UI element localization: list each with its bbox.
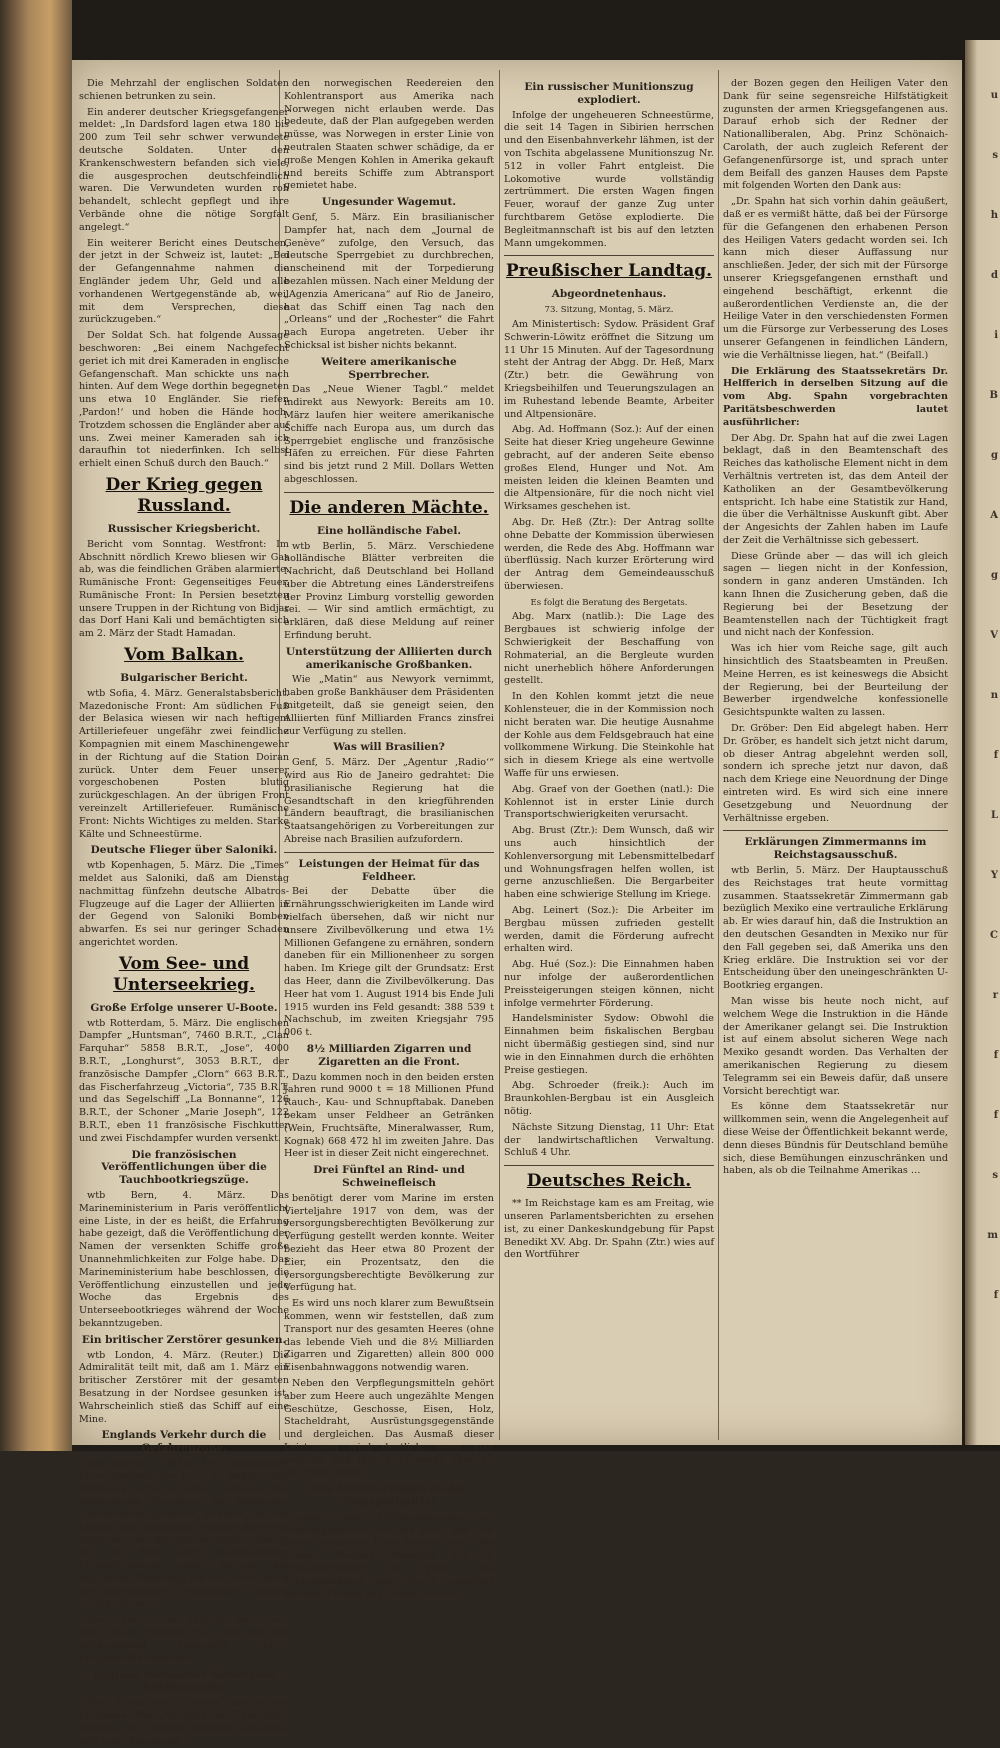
paragraph: wtb Kopenhagen, 5. März. Die „Times“ meldet aus Saloniki, daß am Dienstag nachmittag fünfzehn deutsche Albatros-Flugzeuge auf die Lager der Alliierten in der Gegend von Saloniki Bomben abwarfen. Es sei nur geringer Schaden angerichtet worden. <box>79 860 289 949</box>
facing-page-fragment: g <box>991 450 998 461</box>
paragraph: „Dr. Spahn hat sich vorhin dahin geäußert, daß er es vermißt hätte, daß bei der Fürsorge für die Gefangenen den erhabenen Person des Heiligen Vaters gedacht worden sei. Ich kann mich dieser Auffassung nur anschließen. Jeder, der sich mit der Fürsorge unserer Kriegsgefangenen ernsthaft und eingehend beschäftigt, erkennt die außerordentlichen Verdienste an, die der Heilige Vater in den verschiedensten Formen um die Fürsorge zur Verbesserung des Loses unserer Gefangenen in feindlichen Ländern, wie die Verhältnisse liegen, hat.“ (Beifall.) <box>723 196 948 361</box>
facing-page-fragment: u <box>990 90 998 101</box>
paragraph: Dr. Gröber: Den Eid abgelegt haben. Herr Dr. Gröber, es handelt sich jetzt nicht darum, ob dieser Antrag abgelehnt werden soll, sondern ich spreche jetzt nur davon, daß nach dem Kriege eine Neuordnung der Dinge eintreten wird. Es wird sich eine innere Gesetzgebung und Neuordnung der Verhältnisse ergeben. <box>723 723 948 824</box>
article-heading: Was will Brasilien? <box>333 741 445 754</box>
facing-page-fragment: L <box>990 810 998 821</box>
facing-page-fragment: h <box>990 210 998 221</box>
paragraph: Es könne dem Staatssekretär nur willkommen sein, wenn die Angelegenheit auf diese Weise der Öffentlichkeit bekannt werde, denn dieses Bündnis für Deutschland bemühe sich, diese Bemühungen einzuschränken und haben, als ob die Teilnahme Amerikas … <box>723 1101 948 1177</box>
facing-page-fragment: V <box>990 630 998 641</box>
facing-page-fragment: d <box>991 270 998 281</box>
column-rule <box>499 70 500 1440</box>
paragraph: Bei der Debatte über die Ernährungsschwierigkeiten im Lande wird vielfach übersehen, daß wir nicht nur unsere Zivilbevölkerung und etwa 1½ Millionen Gefangene zu ernähren, sondern daneben für ein Millionenheer zu sorgen haben. Im Kriege gilt der Grundsatz: Erst das Heer, dann die Zivilbevölkerung. Das Heer hat vom 1. August 1914 bis Ende Juli 1915 wurden ins Feld gesandt: 388 539 t Nachschub, im zweiten Kriegsjahr 795 006 t. <box>284 886 494 1039</box>
divider <box>284 492 494 493</box>
facing-page-fragment: f <box>993 1050 998 1061</box>
facing-page-fragment: C <box>990 930 998 941</box>
divider <box>504 255 714 256</box>
paragraph: Abg. Leinert (Soz.): Die Arbeiter im Bergbau müssen zufrieden gestellt werden, damit die Förderung aufrecht erhalten wird. <box>504 905 714 955</box>
facing-page-fragment: m <box>987 1230 998 1241</box>
paragraph: Ein weiterer Bericht eines Deutschen, der jetzt in der Schweiz ist, lautet: „Bei der Gefangennahme nahmen die Engländer jedem Uhr, Geld und alle vorhandenen Wertgegenstände ab, weil mit dem Versprechen, diese zurückzugeben.“ <box>79 237 289 326</box>
article-heading: England verhindert Norwegens Kohlenzufuhr. <box>92 1668 276 1694</box>
paragraph: wtb Rotterdam, 5. März. Die englischen Dampfer „Huntsman“, 7460 B.R.T., „Clan Farquhar“ 5858 B.R.T., „Jose“, 4000 B.R.T., „Longhurst“, 3053 B.R.T., der französische Dampfer „Clorn“ 663 B.R.T., das Fischerfahrzeug „Victoria“, 735 B.R.T. und das Segelschiff „La Bonnanne“, 126 B.R.T., der Schoner „Marie Joseph“, 122 B.R.T., eben 11 französische Fischkutter und zwei Fischdampfer wurden versenkt. <box>79 1017 289 1144</box>
paragraph: wtb Berlin, 5. März. Verschiedene holländische Blätter verbreiten die Nachricht, daß Deutschland bei Holland über die Abtretung eines Länderstreifens der Provinz Limburg vorstellig geworden sei. — Wir sind amtlich ermächtigt, zu erklären, daß diese Meldung auf reiner Erfindung beruht. <box>284 540 494 642</box>
paragraph: Handelsminister Sydow: Obwohl die Einnahmen beim fiskalischen Bergbau nicht übermäßig gestiegen sind, sind nur wie in den Einnahmen durch die erhöhten Preise gestiegen. <box>504 1013 714 1076</box>
paragraph: In den Kohlen kommt jetzt die neue Kohlensteuer, die in der Kommission noch nicht beraten war. Die heutige Ausnahme der Kohle aus dem Feldsgebrauch hat eine vollkommene Wirkung. Die Steinkohle hat sich in diesem Kriege als eine wertvolle Waffe für uns erwiesen. <box>504 691 714 780</box>
paragraph: Die „Frankfurter Zeitung“ meldet aus Kristiania: Wie „Morgenbladet“ berichtet, erklärte der hiesige britische Gesandte, daß seine Regierung ... <box>79 1697 289 1747</box>
paragraph: Der Soldat Sch. hat folgende Aussage beschworen: „Bei einem Nachgefecht geriet ich mit drei Kameraden in englische Gefangenschaft. Man schickte uns nach hinten. Auf dem Wege dorthin begegneten uns etwa 10 Engländer. Sie riefen ‚Pardon!‘ und hoben die Hände hoch. Trotzdem schossen die Engländer aber auf uns. Zwei meiner Kameraden sah ich daraufhin tot niederfinken. Ich selbst erhielt einen Schuß durch den Bauch.“ <box>79 330 289 470</box>
article-heading: Große Erfolge unserer U-Boote. <box>90 1001 278 1014</box>
facing-page-fragment: A <box>990 510 998 521</box>
section-headline: Preußischer Landtag. <box>505 261 713 282</box>
article-heading: Leistungen der Heimat für das Feldheer. <box>298 857 480 883</box>
paragraph: Nächste Sitzung Dienstag, 11 Uhr: Etat der landwirtschaftlichen Verwaltung. Schluß 4 Uhr. <box>504 1121 714 1159</box>
paragraph: wtb London, 4. März. (Reuter.) Die Admiralität teilt mit, daß am 1. März ein britischer Zerstörer mit der gesamten Besatzung in der Nordsee gesunken ist. Wahrscheinlich stieß das Schiff auf eine Mine. <box>79 1349 289 1425</box>
facing-page-fragment: n <box>990 690 998 701</box>
paragraph: ddp Berlin, 5. März. Der Stockholmer Korrespondent des B. L.-A. meldet: Aus Kristiania wird berichtet, welches das weitgehende Vertrauen der englischen Gesandtschaft genießen, erfahren, daß die Leitung des englischen Verkehrs durch die Gefahrenzone für allerwichtigste Waren, für die Post, nach diplomatischer Persönlichkeiten sowie Kuriere der englischen Regierung mit der Fahrt durch die Gefahrenzone zu englischen U-Booten zurückzulegen. <box>79 1457 289 1610</box>
section-headline: Der Krieg gegen Russland. <box>105 474 263 516</box>
column-1 <box>79 78 289 1747</box>
paragraph: ** Im Reichstage kam es am Freitag, wie unseren Parlamentsberichten zu ersehen ist, zu einer Dankeskundgebung für Papst Benedikt XV. Abg. Dr. Spahn (Ztr.) wies auf den Wortführer <box>504 1198 714 1261</box>
facing-page-fragment: f <box>993 1110 998 1121</box>
article-heading: Die französischen Veröffentlichungen über die Tauchbootkriegszüge. <box>101 1148 267 1187</box>
paragraph: Der Abg. Dr. Spahn hat auf die zwei Lagen beklagt, daß in den Beamtenschaft des Reiches das katholische Element nicht in dem Verhältnis vertreten ist, das dem Anteil der Katholiken an der Gesamtbevölkerung entspricht. Ich habe eine Statistik zur Hand, die über die Verhältnisse Auskunft gibt. Aber der Angesichts der Zahlen haben im Laufe der Zeit die Verhältnisse sich gebessert. <box>723 432 948 546</box>
facing-page-fragment: g <box>991 570 998 581</box>
facing-page-fragment: s <box>992 150 998 161</box>
paragraph: Die Erklärung des Staatssekretärs Dr. Helfferich in derselben Sitzung auf die vom Abg. Spahn vorgebrachten Paritätsbeschwerden lautet ausführlicher: <box>723 365 948 428</box>
paragraph: wtb Sofia, 4. März. Generalstabsbericht. Mazedonische Front: Am südlichen Fuß der Belasica wiesen wir nach heftigem Artilleriefeuer ungefähr zwei feindliche Kompagnien mit einem Maschinengewehr in der Richtung auf die Station Doiran zurück. Unter dem Feuer unserer vorgeschobenen Posten blutig zurückgeschlagen. An der übrigen Front vereinzelt Artilleriefeuer. Rumänische Front: Nichts Wichtiges zu melden. Starke Kälte und Schneestürme. <box>79 687 289 840</box>
facing-page-fragment: i <box>994 330 998 341</box>
paragraph: Abg. Dr. Heß (Ztr.): Der Antrag sollte ohne Debatte der Kommission überwiesen werden, die Rede des Abg. Hoffmann war überflüssig. Nach kurzer Erörterung wird der Antrag dem Gemeindeausschuß überwiesen. <box>504 516 714 592</box>
article-heading: 8½ Milliarden Zigarren und Zigaretten an die Front. <box>306 1042 472 1068</box>
column-rule <box>718 70 719 1440</box>
section-headline: Die anderen Mächte. <box>289 497 489 518</box>
paragraph: Was ich hier vom Reiche sage, gilt auch hinsichtlich des Staatsbeamten in Preußen. Meine Herren, es ist keineswegs die Absicht der Regierung, bei der Beurteilung der Bewerber irgendwelche konfessionelle Gesichtspunkte walten zu lassen. <box>723 643 948 719</box>
paragraph: wtb Bern, 4. März. Das Marineministerium in Paris veröffentlicht eine Liste, in der es heißt, die Erfahrung habe gezeigt, daß die Veröffentlichung der Namen der versenkten Schiffe große Unannehmlichkeiten zur Folge habe. Das Marineministerium habe beschlossen, die Veröffentlichung einzustellen und jede Woche das Ergebnis des Unterseebootkrieges während der Woche bekanntzugeben. <box>79 1189 289 1329</box>
paragraph: Am Ministertisch: Sydow. Präsident Graf Schwerin-Löwitz eröffnet die Sitzung um 11 Uhr 15 Minuten. Auf der Tagesordnung steht der Antrag der Abgg. Dr. Heß, Marx (Ztr.) betr. die Gewährung von Kriegsbeihilfen und Teuerungszulagen an im Ruhestand lebende Beamte, Arbeiter und Altpensionäre. <box>504 318 714 420</box>
paragraph: wtb Berlin, 5. März. Der Hauptausschuß des Reichstages trat heute vormittag zusammen. Staatssekretär Zimmermann gab bezüglich Mexiko eine vertrauliche Erklärung ab. Er wies darauf hin, daß die Instruktion an den deutschen Gesandten in Mexiko nur für den Fall gegeben sei, daß Amerika uns den Krieg erkläre. Die Instruktion sei vor der Entscheidung über den uneingeschränkten U-Bootkrieg ergangen. <box>723 865 948 992</box>
paragraph: Neben den Verpflegungsmitteln gehört aber zum Heere auch ungezählte Mengen Geschütze, Geschosse, Eisen, Holz, Stacheldraht, Ausrüstungsgegenstände und dergleichen. Das Ausmaß dieser Leistungen wird deutlich, wenn man bedenkt, daß täglich Tausende Züge an die Front gehen. <box>284 1377 494 1479</box>
section-headline: Deutsches Reich. <box>526 1171 692 1192</box>
paragraph: Die Mehrzahl der englischen Soldaten schienen betrunken zu sein. <box>79 78 289 102</box>
divider <box>284 852 494 853</box>
article-heading: Unterstützung der Alliierten durch amerikanische Großbanken. <box>285 645 493 671</box>
paragraph: zeigen diese Millionenmengen von Nahrungsmitteln, die das Heer und den Lande ergänzen. Dazu kommen noch die großen Mengen Munition, die in Eisenbahnwagen in Form von Feldpostpaketen dem Heere zugeführt werden. Ebenso das Gebiet bezieht. <box>284 1511 494 1600</box>
left-page-edge <box>0 0 72 1451</box>
session-line: 73. Sitzung, Montag, 5. März. <box>544 305 674 316</box>
article-heading: Ein russischer Munitionszug explodiert. <box>524 81 694 106</box>
paragraph: Abg. Brust (Ztr.): Dem Wunsch, daß wir uns auch hinsichtlich der Kohlenversorgung mit Lebensmittelbedarf und Wohnungsfragen helfen wollen, ist gerne anzuschließen. Die Bergarbeiter haben eine schwierige Stellung im Kriege. <box>504 825 714 901</box>
section-headline: Vom See- und Unterseekrieg. <box>113 953 255 995</box>
paragraph: Genf, 5. März. Der „Agentur ‚Radio‘“ wird aus Rio de Janeiro gedrahtet: Die brasilianische Regierung hat die Gesandtschaft in den kriegführenden Ländern beauftragt, die brasilianischen Staatsangehörigen zu Vorbereitungen zur Abreise nach Brasilien aufzufordern. <box>284 757 494 846</box>
article-heading: Drei Fünftel an Rind- und Schweinefleisch <box>313 1164 465 1189</box>
paragraph: Bericht vom Sonntag. Westfront: Im Abschnitt nördlich Krewo bliesen wir Gas ab, was die feindlichen Gräben alarmierte. Rumänische Front: Gegenseitiges Feuer. Rumänische Front: In Persien besetzten unsere Truppen in der Richtung von Bidjar das Dorf Hani Kali und bemächtigten sich am 2. März der Stadt Hamadan. <box>79 538 289 640</box>
article-heading: Bulgarischer Bericht. <box>120 672 248 685</box>
paragraph: Abg. Ad. Hoffmann (Soz.): Auf der einen Seite hat dieser Krieg ungeheure Gewinne gebracht, auf der anderen Seite ebenso großes Elend, Hunger und Not. Am meisten leiden die kleinen Beamten und die Altpensionäre, für die noch nicht viel Wirksames geschehen ist. <box>504 424 714 513</box>
paragraph: Ein anderer deutscher Kriegsgefangener meldet: „In Dardsford lagen etwa 180 bis 200 zum Teil sehr schwer verwundete deutsche Soldaten. Unter den Krankenschwestern befanden sich viele, die ausgesprochen deutschfeindlich waren. Die Verwundeten wurden roh behandelt, schlecht gepflegt und ihre Verbände ohne die nötige Sorgfalt angelegt.“ <box>79 106 289 233</box>
article-heading: Russischer Kriegsbericht. <box>107 522 261 535</box>
section-headline: Vom Balkan. <box>124 645 244 666</box>
divider <box>723 830 948 831</box>
paragraph: Wie „Matin“ aus Newyork vernimmt, haben große Bankhäuser dem Präsidenten mitgeteilt, daß sie geneigt seien, den Alliierten fünf Milliarden Francs zinsfrei zur Verfügung zu stellen. <box>284 674 494 737</box>
article-heading: Deutsche Flieger über Saloniki. <box>90 844 278 857</box>
paragraph: Dazu kommen noch in den beiden ersten Jahren rund 9000 t = 18 Millionen Pfund Rauch-, Kau- und Schnupftabak. Daneben bekam unser Feldheer an Getränken (Wein, Fruchtsäfte, Mineralwasser, Rum, Kognak) 668 472 hl im zweiten Jahre. Das Heer ist in dieser Zeit nicht eingerechnet. <box>284 1071 494 1160</box>
facing-page-fragment: r <box>992 990 998 1001</box>
paragraph: benötigt derer vom Marine im ersten Vierteljahre 1917 von dem, was der versorgungsberechtigten Bevölkerung zur Verfügung gestellt werden konnte. Weiter bezieht das Heer etwa 80 Prozent der Eier, ein Prozentsatz, den die versorgungsberechtigte Bevölkerung zur Verfügung hat. <box>284 1192 494 1294</box>
divider <box>504 1165 714 1166</box>
paragraph: Abg. Graef von der Goethen (natl.): Die Kohlennot ist in erster Linie durch Transportschwierigkeiten verursacht. <box>504 783 714 821</box>
facing-page-fragment: s <box>992 1170 998 1181</box>
facing-page-fragment: Y <box>990 870 998 881</box>
paragraph: Man wisse bis heute noch nicht, auf welchem Wege die Instruktion in die Hände der Amerikaner gelangt sei. Die Instruktion ist auf einem absolut sicheren Wege nach Mexiko gesandt worden. Das Verhalten der amerikanischen Regierung zu diesem Telegramm sei ein Beweis dafür, daß unsere Vorsicht berechtigt war. <box>723 995 948 1097</box>
paragraph: Diese Gründe aber — das will ich gleich sagen — liegen nicht in der Konfession, sondern in ganz anderen Umständen. Ich kann Ihnen die Zusicherung geben, daß die Regierung bei der Besetzung der Beamtenstellen nach der Tüchtigkeit fragt und nicht nach der Konfession. <box>723 550 948 639</box>
facing-page-fragment: f <box>993 750 998 761</box>
article-heading: Ein britischer Zerstörer gesunken. <box>81 1333 287 1346</box>
paragraph: Es wird uns noch klarer zum Bewußtsein kommen, wenn wir feststellen, daß zum Transport nur des gesamten Heeres (ohne das lebende Vieh und die 8½ Milliarden Zigarren und Zigaretten) allein 800 000 Eisenbahnwaggons notwendig waren. <box>284 1298 494 1374</box>
column-2 <box>284 78 494 1600</box>
paragraph: Abg. Marx (natlib.): Die Lage des Bergbaues ist schwierig infolge der Schwierigkeit der Beschaffung von Rohmaterial, an die Bergleute wurden nicht unerheblich höhere Anforderungen gestellt. <box>504 611 714 687</box>
article-heading: Weitere amerikanische Sperrbrecher. <box>321 355 457 381</box>
agenda-line: Es folgt die Beratung des Bergetats. <box>530 597 688 608</box>
article-heading: Die Anforderungen an die Transportmittel <box>312 1483 466 1509</box>
paragraph: Infolge der ungeheueren Schneestürme, die seit 14 Tagen in Sibirien herrschen und den Eisenbahnverkehr lähmen, ist der von Tschita abgelassene Munitionszug Nr. 512 in voller Fahrt entgleist. Die Lokomotive wurde vollständig zertrümmert. Die ersten Wagen fingen Feuer, worauf der ganze Zug unter furchtbarem Getöse explodierte. Die Begleitmannschaft ist bis auf den letzten Mann umgekommen. <box>504 109 714 249</box>
article-heading: Abgeordnetenhaus. <box>551 288 667 301</box>
facing-page-fragment: f <box>993 1290 998 1301</box>
paragraph: Genf, 5. März. Ein brasilianischer Dampfer hat, nach dem „Journal de Genève“ zufolge, den Versuch, das deutsche Sperrgebiet zu durchbrechen, anscheinend mit der Torpedierung bezahlen müssen. Nach einer Meldung der „Agenzia Americana“ auf Rio de Janeiro, hat das Schiff einen Tag nach den „Orleans“ und der „Rochester“ die Fahrt nach Europa angetreten. Ueber ihr Schicksal ist bisher nichts bekannt. <box>284 211 494 351</box>
article-heading: Ungesunder Wagemut. <box>321 196 457 209</box>
paragraph: den norwegischen Reedereien den Kohlentransport aus Amerika nach Norwegen nicht erlauben werde. Das bedeute, daß der Plan aufgegeben werden müsse, was Norwegen in erster Linie von neutralen Staaten schwer schädige, da er große Mengen Kohlen in Amerika gekauft und bereits Schiffe zum Abtransport gemietet habe. <box>284 78 494 192</box>
article-heading: Erklärungen Zimmermanns im Reichstagsausschuß. <box>744 836 927 862</box>
paragraph: Abg. Schroeder (freik.): Auch im Braunkohlen-Bergbau ist ein Ausgleich nötig. <box>504 1080 714 1117</box>
paragraph: der Bozen gegen den Heiligen Vater den Dank für seine segensreiche Hilfstätigkeit zugunsten der armen Kriegsgefangenen aus. Darauf erhob sich der Redner der Nationalliberalen, Abg. Prinz Schönaich-Carolath, der auch zugleich Referent der Gefangenenfürsorge ist, und sprach unter dem Beifall des ganzen Hauses dem Papste mit folgenden Worten den Dank aus: <box>723 78 948 192</box>
column-3 <box>504 78 714 1438</box>
paragraph: Das „Neue Wiener Tagbl.“ meldet indirekt aus Newyork: Bereits am 10. März laufen hier weitere amerikanische Schiffe nach Europa aus, um durch das Sperrgebiet englische und französische Häfen zu erreichen. Für diese Fahrten sind bis jetzt rund 2 Mill. Dollars Wetten abgeschlossen. <box>284 384 494 485</box>
article-heading: Englands Verkehr durch die Gefahrenzone. <box>101 1429 267 1455</box>
paragraph: Die „Neue Zürcher Zeitung“ meldet aus dem Haag: England hat jetzt nur die holländischen Postschiffe durch Kriegsschiffe begleiten. <box>79 1614 289 1664</box>
paragraph: Abg. Hué (Soz.): Die Einnahmen haben nur infolge der außerordentlichen Preissteigerungen steigen können, nicht infolge vermehrter Förderung. <box>504 959 714 1009</box>
facing-page-fragment: B <box>989 390 998 401</box>
column-4 <box>723 78 948 1438</box>
article-heading: Eine holländische Fabel. <box>317 524 461 537</box>
